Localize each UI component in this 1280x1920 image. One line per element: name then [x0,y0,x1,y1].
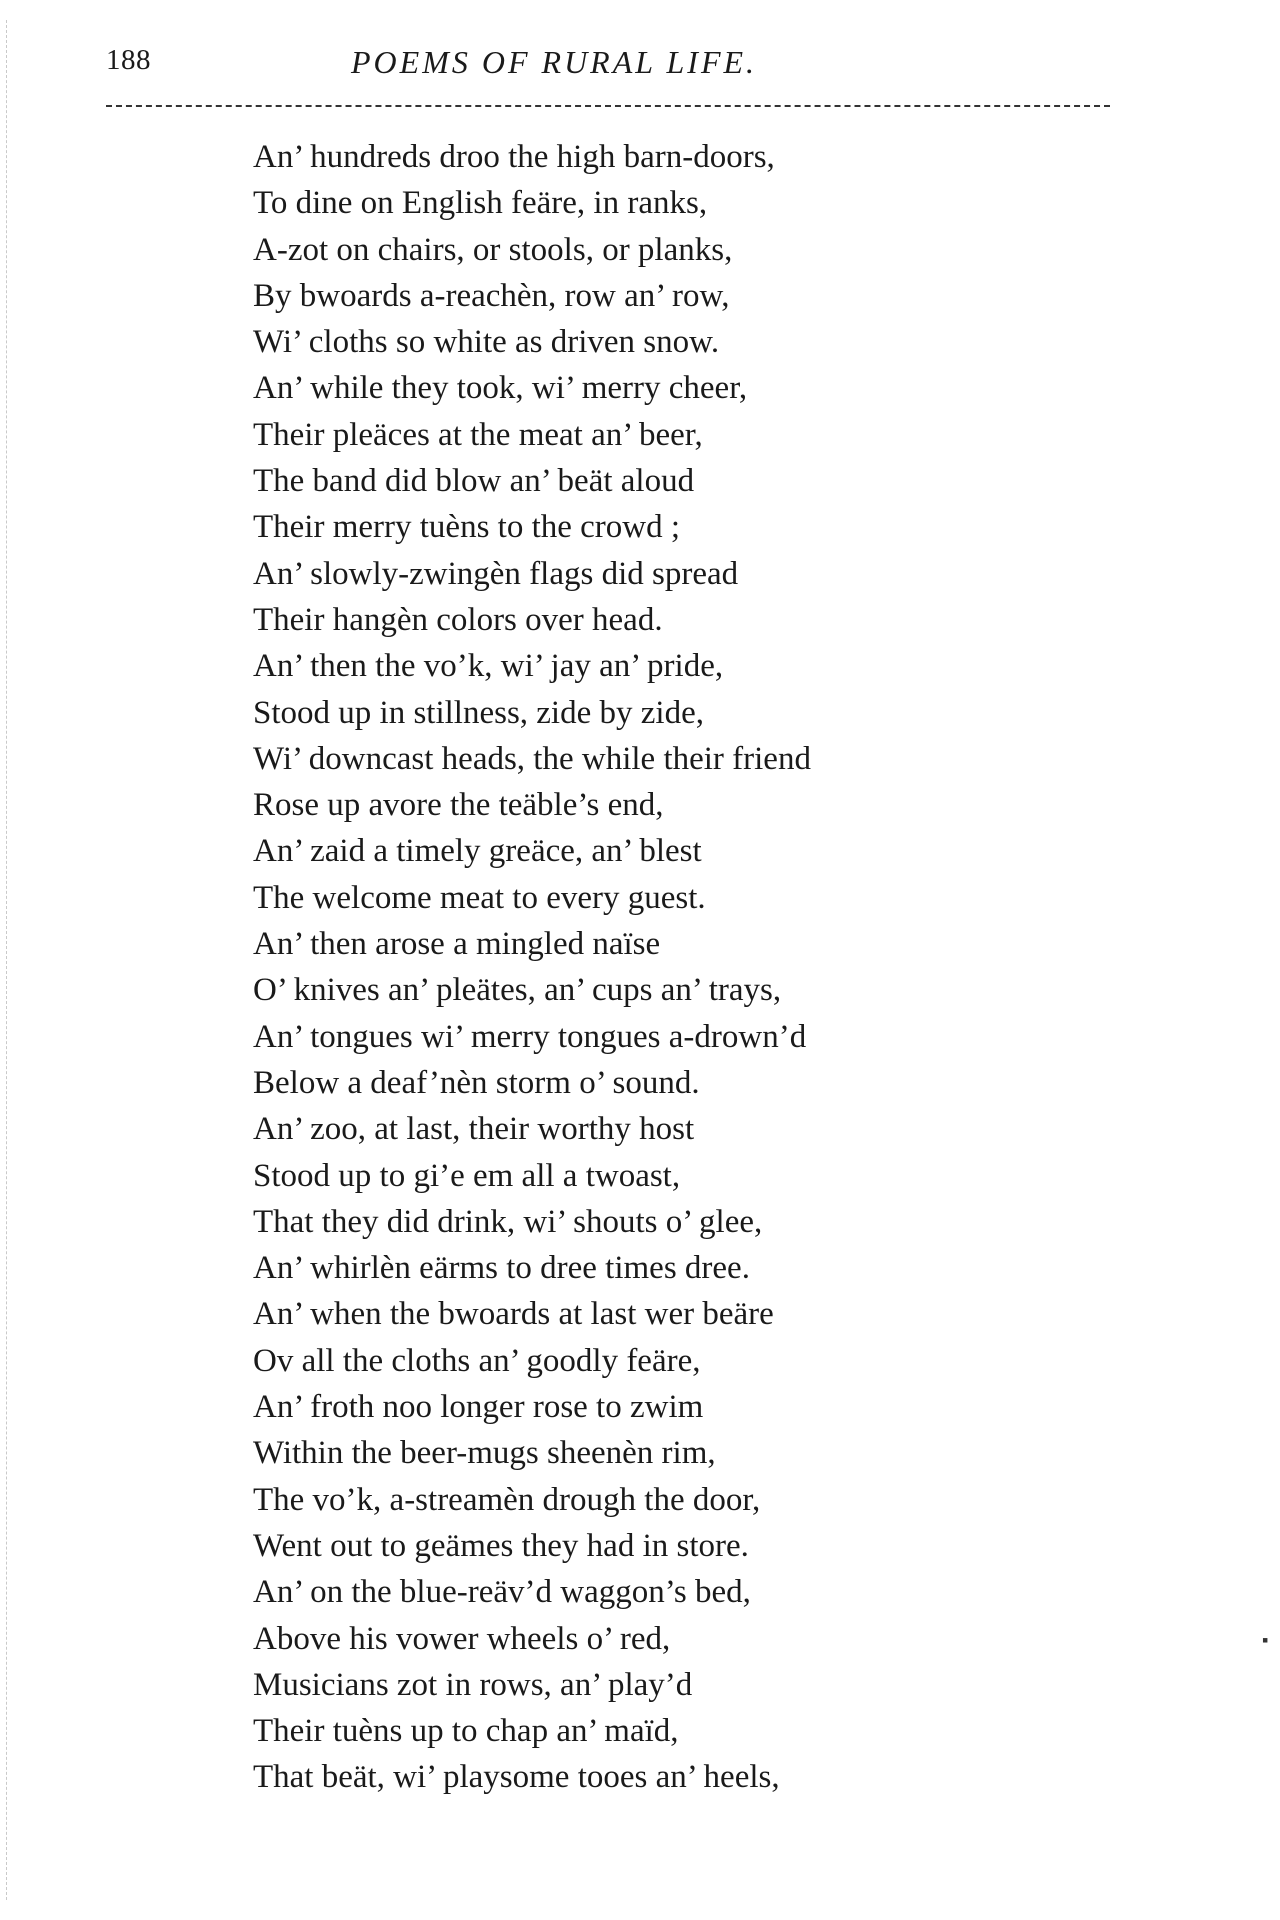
poem-line: Above his vower wheels o’ red, [253,1620,671,1657]
poem-line: Their tuèns up to chap an’ maïd, [253,1713,679,1750]
poem-line: An’ zaid a timely greäce, an’ blest [253,833,702,870]
poem-line: Stood up to gi’e em all a twoast, [253,1157,681,1194]
poem-line: An’ then the vo’k, wi’ jay an’ pride, [253,648,724,685]
poem-line: The vo’k, a-streamèn drough the door, [253,1481,761,1518]
poem-line: Their hangèn colors over head. [253,601,663,638]
poem-line: Went out to geämes they had in store. [253,1527,749,1564]
poem-line: Stood up in stillness, zide by zide, [253,694,704,731]
poem-line: By bwoards a-reachèn, row an’ row, [253,277,730,314]
poem-line: Ov all the cloths an’ goodly feäre, [253,1342,701,1379]
poem-line: That beät, wi’ playsome tooes an’ heels, [253,1759,780,1796]
poem-line: To dine on English feäre, in ranks, [253,185,708,222]
poem-text [253,134,1153,1801]
poem-line: Wi’ downcast heads, the while their friend [253,740,811,777]
page-header [106,44,1106,94]
page-number: 188 [106,44,151,76]
poem-line: Wi’ cloths so white as driven snow. [253,324,720,361]
poem-line: An’ tongues wi’ merry tongues a-drown’d [253,1018,807,1055]
poem-line: A-zot on chairs, or stools, or planks, [253,231,733,268]
poem-line: The welcome meat to every guest. [253,879,706,916]
poem-line: An’ froth noo longer rose to zwim [253,1389,704,1426]
poem-line: Rose up avore the teäble’s end, [253,787,664,824]
poem-line: An’ zoo, at last, their worthy host [253,1111,695,1148]
poem-line: That they did drink, wi’ shouts o’ glee, [253,1203,763,1240]
poem-line: An’ slowly-zwingèn flags did spread [253,555,739,592]
header-rule [106,105,1110,107]
poem-line: O’ knives an’ pleätes, an’ cups an’ trays, [253,972,782,1009]
poem-line: Within the beer-mugs sheenèn rim, [253,1435,716,1472]
poem-line: An’ then arose a mingled naïse [253,926,661,963]
poem-line: An’ whirlèn eärms to dree times dree. [253,1250,750,1287]
gutter-rule [6,20,7,1900]
poem-line: An’ hundreds droo the high barn-doors, [253,139,775,175]
poem-line: Below a deaf’nèn storm o’ sound. [253,1064,700,1101]
poem-line: Their pleäces at the meat an’ beer, [253,416,703,453]
poem-line: Musicians zot in rows, an’ play’d [253,1666,693,1703]
poem-line: An’ when the bwoards at last wer beäre [253,1296,774,1333]
margin-ink-speck: ▪ [1262,1630,1269,1650]
poem-line: An’ while they took, wi’ merry cheer, [253,370,748,407]
running-title: POEMS OF RURAL LIFE. [351,44,758,80]
poem-line: The band did blow an’ beät aloud [253,463,695,500]
poem-line: Their merry tuèns to the crowd ; [253,509,681,546]
poem-line: An’ on the blue-reäv’d waggon’s bed, [253,1574,751,1611]
